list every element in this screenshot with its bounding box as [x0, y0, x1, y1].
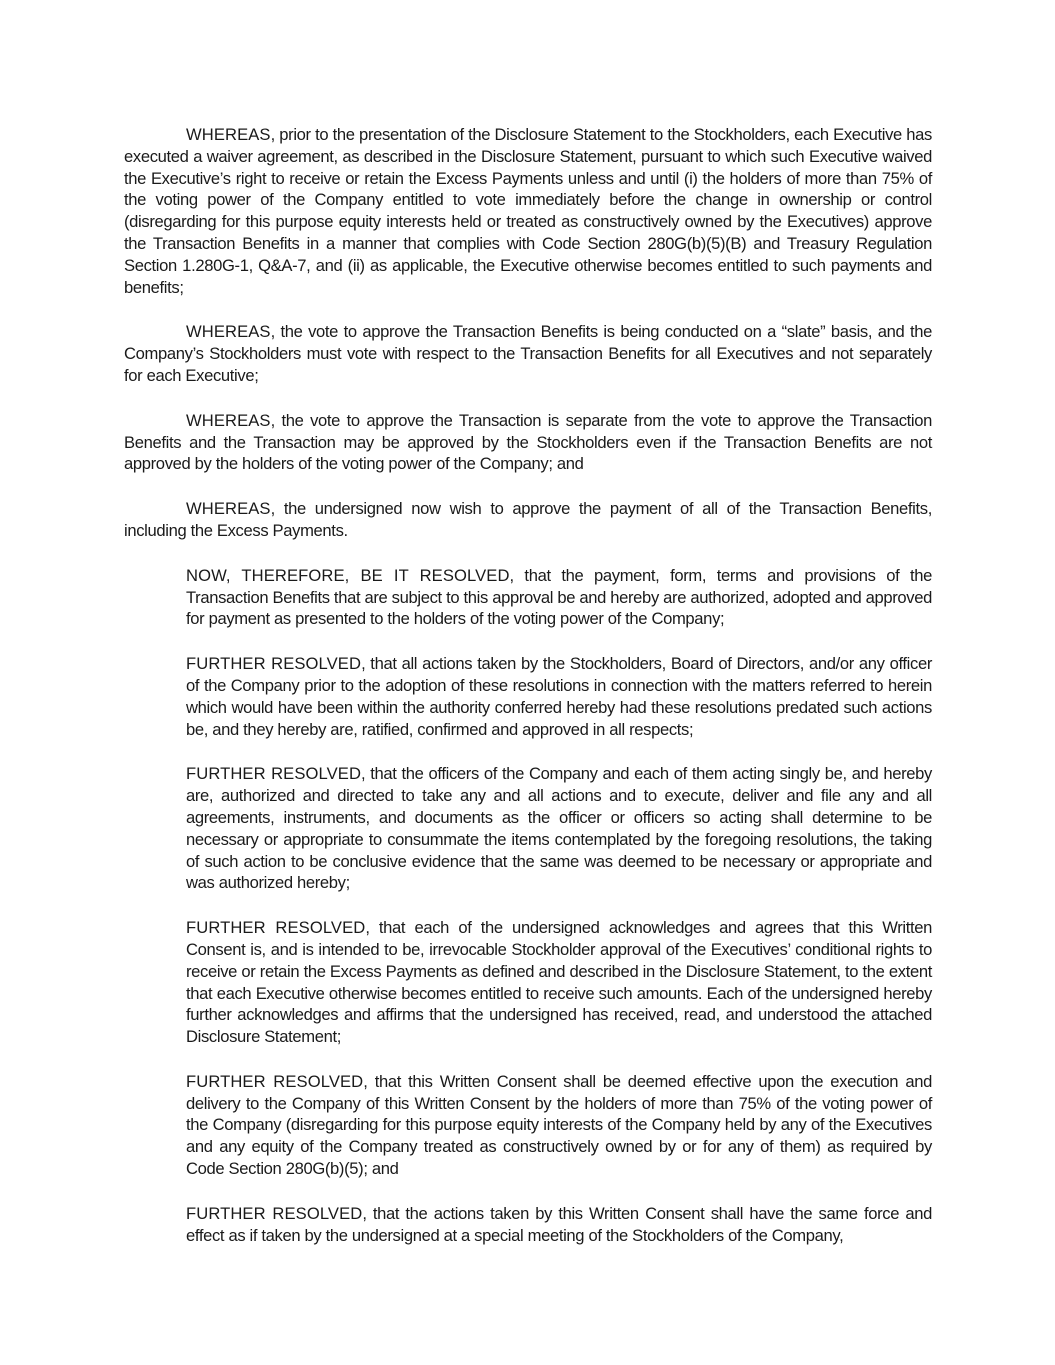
recital-paragraph: [124, 321, 932, 386]
resolution-lead: FURTHER RESOLVED: [186, 1071, 364, 1091]
resolution-text: , that the actions taken by this Written Consent shall have the same force and effect as if taken by the undersigned at a special meeting of the Stockholders of the Company,: [186, 1203, 932, 1245]
resolution-paragraph: [186, 565, 932, 630]
resolution-text: , that the officers of the Company and each of them acting singly be, and hereby are, authorized and directed to take any and all actions and to execute, deliver and file any and all agreements, instruments, and documents as the officer or officers so acting shall determine to be necessary or appropriate to consummate the items contemplated by the foregoing resolutions, the taking of such action to be conclusive evidence that the same was deemed to be necessary or appropriate and was authorized hereby;: [186, 764, 932, 893]
resolution-text: , that all actions taken by the Stockholders, Board of Directors, and/or any officer of the Company prior to the adoption of these resolutions in connection with the matters referred to herein which would have been within the authority conferred hereby had these resolutions predated such actions be, and they hereby are, ratified, confirmed and approved in all respects;: [186, 654, 933, 739]
recital-text: , prior to the presentation of the Disclosure Statement to the Stockholders, each Executive has executed a waiver agreement, as described in the Disclosure Statement, pursuant to which such Executive waived the Executive’s right to receive or retain the Excess Payments unless and until (i) the holders of more than 75% of the voting power of the Company entitled to vote immediately before the change in ownership or control (disregarding for this purpose equity interests held or treated as constructively owned by the Executives) approve the Transaction Benefits in a manner that complies with Code Section 280G(b)(5)(B) and Treasury Regulation Section 1.280G-1, Q&A-7, and (ii) as applicable, the Executive otherwise becomes entitled to such payments and benefits;: [124, 125, 932, 297]
resolution-text: , that this Written Consent shall be deemed effective upon the execution and delivery to the Company of this Written Consent by the holders of more than 75% of the voting power of the Company (disregarding for this purpose equity interests of the Company held by any of the Executives and any equity of the Company treated as constructively owned by or for any of them) as required by Code Section 280G(b)(5); and: [186, 1071, 932, 1179]
recital-lead: WHEREAS: [186, 125, 271, 144]
recital-text: , the vote to approve the Transaction Benefits is being conducted on a “slate” basis, and the Company’s Stockholders must vote with respect to the Transaction Benefits for all Executives and not separately for each Executive;: [124, 322, 932, 385]
resolution-paragraph: [186, 653, 932, 740]
resolution-lead: FURTHER RESOLVED: [186, 764, 362, 784]
recital-text: , the vote to approve the Transaction is separate from the vote to approve the Transaction Benefits and the Transaction may be approved by the Stockholders even if the Transaction Benefits are not approved by the holders of the voting power of the Company; and: [124, 410, 932, 474]
document-page: [124, 124, 932, 1269]
resolution-text: , that the payment, form, terms and provisions of the Transaction Benefits that are subject to this approval be and hereby are authorized, adopted and approved for payment as presented to the holders of the voting power of the Company;: [186, 565, 933, 629]
resolution-paragraph: [186, 1203, 932, 1247]
recital-paragraph: [124, 410, 932, 475]
resolution-lead: FURTHER RESOLVED: [186, 918, 366, 938]
recital-paragraph: [124, 124, 932, 298]
resolution-lead: FURTHER RESOLVED: [186, 1203, 363, 1223]
resolution-lead: NOW, THEREFORE, BE IT RESOLVED: [186, 565, 510, 585]
recital-paragraph: [124, 498, 932, 542]
recital-lead: WHEREAS: [186, 499, 271, 519]
recital-lead: WHEREAS: [186, 322, 271, 342]
resolution-lead: FURTHER RESOLVED: [186, 654, 362, 674]
resolution-paragraph: [186, 763, 932, 894]
resolution-text: , that each of the undersigned acknowledges and agrees that this Written Consent is, and is intended to be, irrevocable Stockholder approval of the Executives’ conditional rights to receive or retain the Excess Payments as defined and described in the Disclosure Statement, to the extent that each Executive otherwise becomes entitled to receive such amounts. Each of the undersigned hereby further acknowledges and affirms that the undersigned has received, read, and understood the attached Disclosure Statement;: [186, 918, 932, 1047]
resolution-paragraph: [186, 1071, 932, 1180]
recital-lead: WHEREAS: [186, 410, 271, 430]
recital-text: , the undersigned now wish to approve the payment of all of the Transaction Benefits, including the Excess Payments.: [124, 499, 932, 540]
resolution-paragraph: [186, 917, 932, 1048]
